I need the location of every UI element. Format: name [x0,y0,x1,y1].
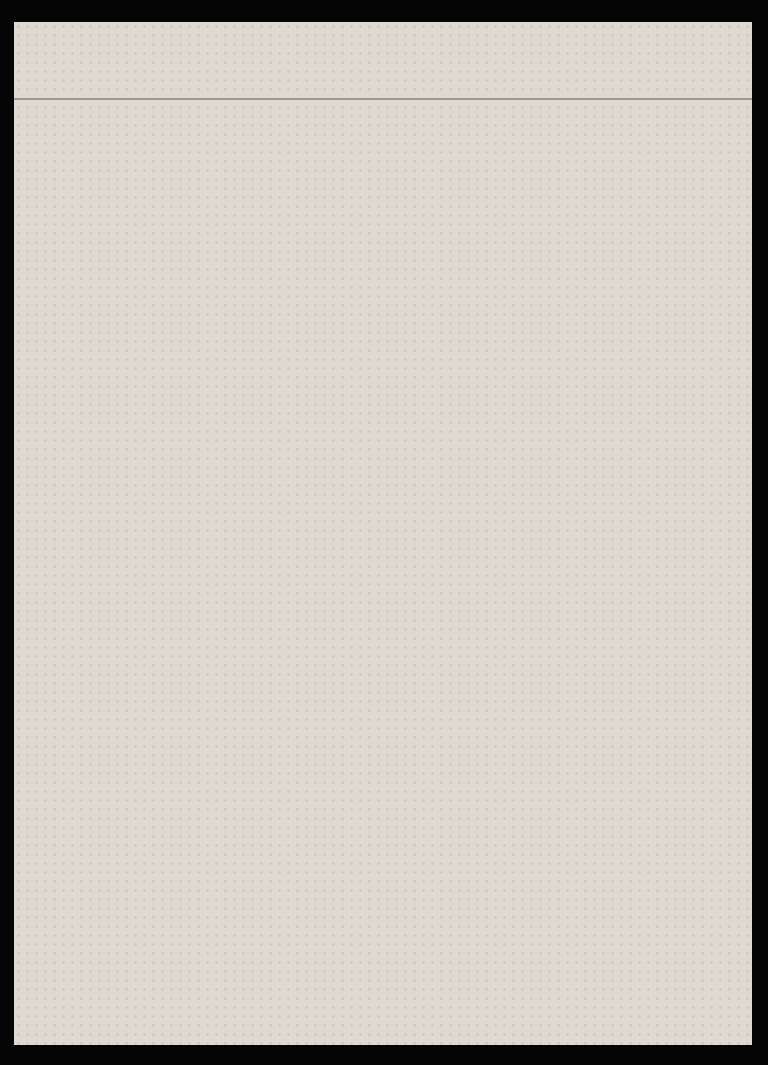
document-page [14,22,752,1045]
page-fold-line [14,98,752,100]
